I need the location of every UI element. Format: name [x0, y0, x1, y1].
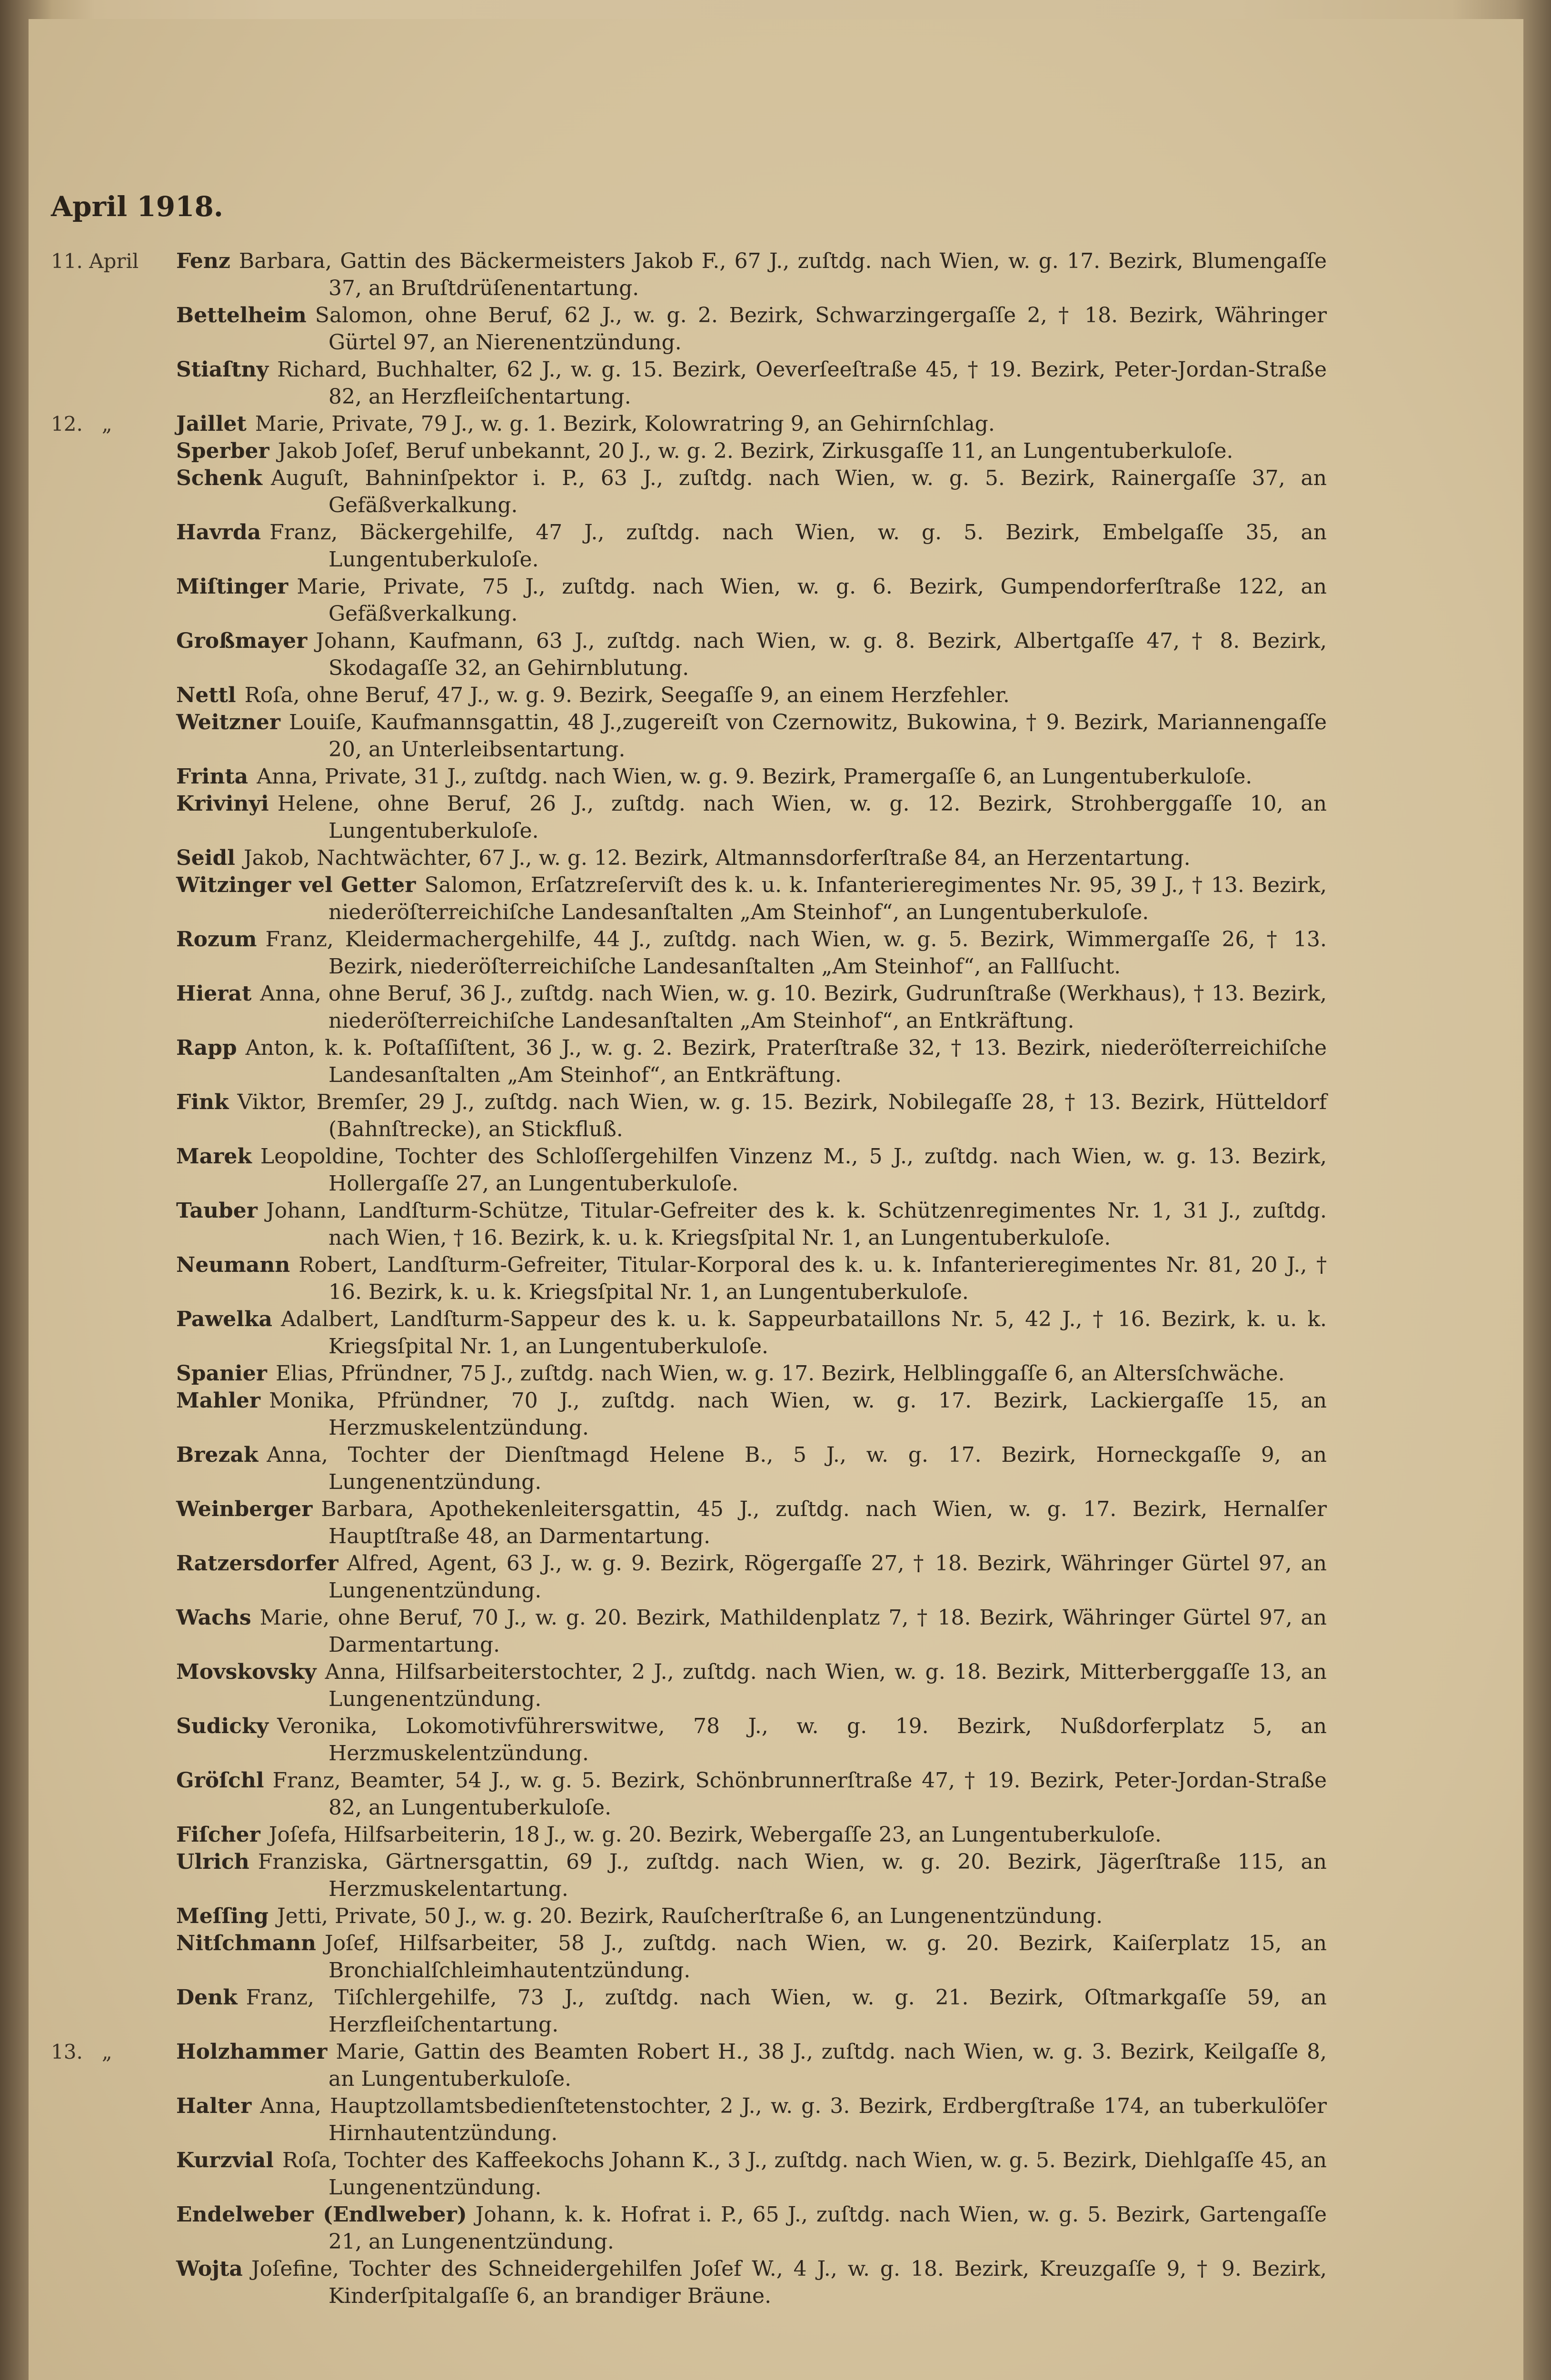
register-entry [51, 1550, 1327, 1604]
entry-surname: Großmayer [176, 629, 308, 653]
register-entry [51, 1387, 1327, 1441]
entry-paragraph [176, 1251, 1327, 1306]
entry-paragraph [176, 573, 1327, 627]
entry-surname: Bettelheim [176, 303, 307, 327]
entry-details: Anton, k. k. Poſtaſſiſtent, 36 J., w. g. 2. Bezirk, Praterſtraße 32, † 13. Bezirk, niederöſterreichiſche Landesanſtalten „Am Steinhof“, an Entkräftung. [245, 1036, 1327, 1087]
entry-surname: Neumann [176, 1253, 290, 1277]
entry-surname: Krivinyi [176, 792, 269, 816]
entry-paragraph [176, 410, 1327, 437]
register-entry [51, 709, 1327, 763]
entry-surname: Pawelka [176, 1307, 272, 1331]
entry-paragraph [176, 302, 1327, 356]
entry-surname: Fenz [176, 249, 230, 273]
entry-surname: Rozum [176, 927, 257, 952]
register-entry [51, 844, 1327, 872]
entry-surname: Ulrich [176, 1850, 249, 1874]
entry-details: Elias, Pfründner, 75 J., zuſtdg. nach Wien, w. g. 17. Bezirk, Helblinggaſſe 6, an Altersſchwäche. [275, 1361, 1285, 1386]
entry-surname: Ratzersdorfer [176, 1551, 338, 1576]
entry-surname: Meſſing [176, 1904, 269, 1928]
entry-surname: Sudicky [176, 1714, 269, 1738]
entry-paragraph [176, 844, 1327, 872]
entry-paragraph [176, 1496, 1327, 1550]
entry-surname: Kurzvial [176, 2148, 274, 2172]
entry-paragraph [176, 1903, 1327, 1930]
entry-paragraph [176, 872, 1327, 926]
entry-details: Joſef, Hilfsarbeiter, 58 J., zuſtdg. nach Wien, w. g. 20. Bezirk, Kaiſerplatz 15, an Bronchialſchleimhautentzündung. [325, 1931, 1327, 1983]
entry-surname: Hierat [176, 982, 252, 1006]
entry-details: Franz, Beamter, 54 J., w. g. 5. Bezirk, Schönbrunnerſtraße 47, † 19. Bezirk, Peter-Jordan-Straße 82, an Lungentuberkuloſe. [272, 1768, 1327, 1820]
register-entry [51, 356, 1327, 410]
entry-surname: Witzinger vel Getter [176, 873, 416, 897]
register-entry [51, 1360, 1327, 1387]
entry-surname: Havrda [176, 520, 261, 545]
entry-surname: Gröſchl [176, 1768, 264, 1793]
entry-paragraph [176, 1604, 1327, 1658]
entry-paragraph [176, 1930, 1327, 1984]
register-entry [51, 790, 1327, 844]
entry-surname: Sperber [176, 439, 269, 463]
register-entry [51, 2255, 1327, 2310]
register-entry [51, 1848, 1327, 1903]
entry-details: Jakob, Nachtwächter, 67 J., w. g. 12. Bezirk, Altmannsdorferſtraße 84, an Herzentartung. [243, 846, 1191, 870]
entry-details: Anna, Hauptzollamtsbedienſtetenstochter, 2 J., w. g. 3. Bezirk, Erdbergſtraße 174, an tuberkulöſer Hirnhautentzündung. [260, 2094, 1327, 2145]
entry-paragraph [176, 356, 1327, 410]
register-entry [51, 980, 1327, 1034]
entry-paragraph [176, 1089, 1327, 1143]
entry-details: Alfred, Agent, 63 J., w. g. 9. Bezirk, Rögergaſſe 27, † 18. Bezirk, Währinger Gürtel 97, an Lungenentzündung. [328, 1551, 1327, 1603]
entry-details: Roſa, Tochter des Kaffeekochs Johann K., 3 J., zuſtdg. nach Wien, w. g. 5. Bezirk, Diehlgaſſe 45, an Lungenentzündung. [282, 2148, 1327, 2200]
entry-paragraph [176, 519, 1327, 573]
entry-details: Johann, Kaufmann, 63 J., zuſtdg. nach Wien, w. g. 8. Bezirk, Albertgaſſe 47, † 8. Bezirk, Skodagaſſe 32, an Gehirnblutung. [316, 629, 1327, 680]
register-entry [51, 410, 1327, 437]
register-entry [51, 1713, 1327, 1767]
register-entry [51, 872, 1327, 926]
entry-surname: Fink [176, 1090, 229, 1114]
entry-details: Veronika, Lokomotivführerswitwe, 78 J., w. g. 19. Bezirk, Nußdorferplatz 5, an Herzmuskelentzündung. [277, 1714, 1327, 1765]
entry-surname: Miſtinger [176, 575, 288, 599]
entry-details: Franz, Bäckergehilfe, 47 J., zuſtdg. nach Wien, w. g. 5. Bezirk, Embelgaſſe 35, an Lungentuberkuloſe. [269, 520, 1327, 572]
entry-paragraph [176, 926, 1327, 980]
entry-paragraph [176, 627, 1327, 682]
entry-details: Louiſe, Kaufmannsgattin, 48 J.,zugereiſt von Czernowitz, Bukowina, † 9. Bezirk, Mariannengaſſe 20, an Unterleibsentartung. [289, 710, 1327, 762]
entry-surname: Mahler [176, 1388, 261, 1413]
register-entry [51, 437, 1327, 465]
register-entry [51, 763, 1327, 790]
entry-details: Helene, ohne Beruf, 26 J., zuſtdg. nach Wien, w. g. 12. Bezirk, Strohberggaſſe 10, an Lungentuberkuloſe. [277, 792, 1327, 843]
entry-date: 11. April [51, 249, 139, 273]
register-entry [51, 2038, 1327, 2092]
register-entry [51, 926, 1327, 980]
register-entry [51, 302, 1327, 356]
entry-paragraph [176, 709, 1327, 763]
register-entry [51, 1197, 1327, 1251]
entry-paragraph [176, 2092, 1327, 2147]
register-entry [51, 2147, 1327, 2201]
entry-details: Anna, Private, 31 J., zuſtdg. nach Wien, w. g. 9. Bezirk, Pramergaſſe 6, an Lungentuberkuloſe. [257, 764, 1253, 789]
register-entry [51, 1441, 1327, 1496]
entry-surname: Wachs [176, 1606, 251, 1630]
entry-details: Viktor, Bremſer, 29 J., zuſtdg. nach Wien, w. g. 15. Bezirk, Nobilegaſſe 28, † 13. Bezirk, Hütteldorf (Bahnſtrecke), an Stickfluß. [237, 1090, 1327, 1141]
entry-paragraph [176, 2255, 1327, 2310]
entry-details: Anna, ohne Beruf, 36 J., zuſtdg. nach Wien, w. g. 10. Bezirk, Gudrunſtraße (Werkhaus), † 13. Bezirk, niederöſterreichiſche Landesanſtalten „Am Steinhof“, an Entkräftung. [260, 982, 1327, 1033]
entry-paragraph [176, 1984, 1327, 2038]
entry-paragraph [176, 1821, 1327, 1848]
register-entry [51, 1930, 1327, 1984]
entry-date: 12. „ [51, 412, 112, 436]
entry-date: 13. „ [51, 2040, 112, 2063]
entry-details: Barbara, Apothekenleitersgattin, 45 J., zuſtdg. nach Wien, w. g. 17. Bezirk, Hernalſer Hauptſtraße 48, an Darmentartung. [321, 1497, 1327, 1548]
entry-paragraph [176, 248, 1327, 302]
entry-paragraph [176, 1767, 1327, 1821]
entry-details: Marie, Private, 79 J., w. g. 1. Bezirk, Kolowratring 9, an Gehirnſchlag. [255, 412, 995, 436]
entry-surname: Spanier [176, 1361, 267, 1386]
register-entry [51, 1251, 1327, 1306]
register-entry [51, 1767, 1327, 1821]
entry-details: Anna, Tochter der Dienſtmagd Helene B., 5 J., w. g. 17. Bezirk, Horneckgaſſe 9, an Lungenentzündung. [267, 1443, 1327, 1494]
entry-details: Leopoldine, Tochter des Schloſſergehilfen Vinzenz M., 5 J., zuſtdg. nach Wien, w. g. 13. Bezirk, Hollergaſſe 27, an Lungentuberkuloſe. [260, 1144, 1327, 1196]
entry-details: Johann, Landſturm-Schütze, Titular-Gefreiter des k. k. Schützenregimentes Nr. 1, 31 J., zuſtdg. nach Wien, † 16. Bezirk, k. u. k. Kriegsſpital Nr. 1, an Lungentuberkuloſe. [266, 1199, 1327, 1250]
entry-paragraph [176, 1550, 1327, 1604]
entry-details: Anna, Hilfsarbeiterstochter, 2 J., zuſtdg. nach Wien, w. g. 18. Bezirk, Mitterberggaſſe 13, an Lungenentzündung. [325, 1660, 1327, 1711]
entry-details: Marie, Gattin des Beamten Robert H., 38 J., zuſtdg. nach Wien, w. g. 3. Bezirk, Keilgaſſe 8, an Lungentuberkuloſe. [328, 2040, 1327, 2091]
entry-details: Franziska, Gärtnersgattin, 69 J., zuſtdg. nach Wien, w. g. 20. Bezirk, Jägerſtraße 115, an Herzmuskelentartung. [258, 1850, 1327, 1901]
entry-details: Robert, Landſturm-Gefreiter, Titular-Korporal des k. u. k. Infanterieregimentes Nr. 81, 20 J., † 16. Bezirk, k. u. k. Kriegsſpital Nr. 1, an Lungentuberkuloſe. [298, 1253, 1327, 1304]
register-entry [51, 1496, 1327, 1550]
register-entry [51, 682, 1327, 709]
entry-surname: Fiſcher [176, 1823, 260, 1847]
entry-surname: Frinta [176, 764, 249, 789]
entry-surname: Wojta [176, 2257, 243, 2281]
entry-paragraph [176, 1034, 1327, 1089]
entry-surname: Weinberger [176, 1497, 313, 1521]
entry-surname: Nettl [176, 683, 236, 707]
entry-details: Roſa, ohne Beruf, 47 J., w. g. 9. Bezirk, Seegaſſe 9, an einem Herzfehler. [244, 683, 1010, 707]
entry-surname: Movskovsky [176, 1660, 317, 1684]
entry-surname: Holzhammer [176, 2040, 328, 2064]
entry-paragraph [176, 1360, 1327, 1387]
entry-surname: Endelweber (Endlweber) [176, 2202, 467, 2227]
entry-surname: Stiaſtny [176, 357, 269, 382]
register-entry [51, 1658, 1327, 1713]
entry-paragraph [176, 980, 1327, 1034]
entry-details: Auguſt, Bahninſpektor i. P., 63 J., zuſtdg. nach Wien, w. g. 5. Bezirk, Rainergaſſe 37, an Gefäßverkalkung. [271, 466, 1327, 517]
entry-paragraph [176, 1306, 1327, 1360]
register-entry [51, 1306, 1327, 1360]
entry-paragraph [176, 1441, 1327, 1496]
register-entry [51, 2092, 1327, 2147]
entry-paragraph [176, 790, 1327, 844]
entry-details: Joſefa, Hilfsarbeiterin, 18 J., w. g. 20. Bezirk, Webergaſſe 23, an Lungentuberkuloſe. [268, 1823, 1162, 1847]
page-header: April 1918. [51, 190, 223, 223]
entry-details: Barbara, Gattin des Bäckermeisters Jakob F., 67 J., zuſtdg. nach Wien, w. g. 17. Bezirk, Blumengaſſe 37, an Bruſtdrüſenentartung. [239, 249, 1327, 300]
entry-details: Marie, Private, 75 J., zuſtdg. nach Wien, w. g. 6. Bezirk, Gumpendorferſtraße 122, an Gefäßverkalkung. [297, 575, 1327, 626]
entry-paragraph [176, 437, 1327, 465]
entry-details: Richard, Buchhalter, 62 J., w. g. 15. Bezirk, Oeverſeeſtraße 45, † 19. Bezirk, Peter-Jordan-Straße 82, an Herzfleiſchentartung. [277, 357, 1327, 409]
entry-surname: Brezak [176, 1443, 258, 1467]
register-entry [51, 2201, 1327, 2255]
entry-paragraph [176, 1197, 1327, 1251]
register-entry [51, 519, 1327, 573]
entry-paragraph [176, 2201, 1327, 2255]
entry-details: Salomon, ohne Beruf, 62 J., w. g. 2. Bezirk, Schwarzingergaſſe 2, † 18. Bezirk, Währinger Gürtel 97, an Nierenentzündung. [315, 303, 1327, 355]
entry-details: Marie, ohne Beruf, 70 J., w. g. 20. Bezirk, Mathildenplatz 7, † 18. Bezirk, Währinger Gürtel 97, an Darmentartung. [259, 1606, 1327, 1657]
entry-paragraph [176, 682, 1327, 709]
entry-details: Jakob Joſef, Beruf unbekannt, 20 J., w. g. 2. Bezirk, Zirkusgaſſe 11, an Lungentuberkuloſe. [278, 439, 1233, 463]
register-entry [51, 1821, 1327, 1848]
entry-paragraph [176, 2038, 1327, 2092]
entry-details: Joſefine, Tochter des Schneidergehilfen Joſef W., 4 J., w. g. 18. Bezirk, Kreuzgaſſe 9, † 9. Bezirk, Kinderſpitalgaſſe 6, an brandiger Bräune. [251, 2257, 1327, 2308]
entry-paragraph [176, 1143, 1327, 1197]
entry-surname: Schenk [176, 466, 263, 490]
entry-details: Johann, k. k. Hofrat i. P., 65 J., zuſtdg. nach Wien, w. g. 5. Bezirk, Gartengaſſe 21, an Lungenentzündung. [328, 2202, 1327, 2254]
entry-surname: Denk [176, 1985, 238, 2010]
entry-details: Adalbert, Landſturm-Sappeur des k. u. k. Sappeurbataillons Nr. 5, 42 J., † 16. Bezirk, k. u. k. Kriegsſpital Nr. 1, an Lungentuberkuloſe. [281, 1307, 1327, 1359]
entry-paragraph [176, 763, 1327, 790]
register-entry [51, 1604, 1327, 1658]
entry-details: Jetti, Private, 50 J., w. g. 20. Bezirk, Rauſcherſtraße 6, an Lungenentzündung. [277, 1904, 1103, 1928]
register-entry [51, 248, 1327, 302]
entry-paragraph [176, 1713, 1327, 1767]
register-entry [51, 465, 1327, 519]
entry-details: Franz, Tiſchlergehilfe, 73 J., zuſtdg. nach Wien, w. g. 21. Bezirk, Oſtmarkgaſſe 59, an Herzfleiſchentartung. [246, 1985, 1327, 2037]
entry-paragraph [176, 465, 1327, 519]
register-entry [51, 1143, 1327, 1197]
entry-surname: Marek [176, 1144, 252, 1169]
entry-surname: Halter [176, 2094, 252, 2118]
register-entry [51, 573, 1327, 627]
entry-surname: Seidl [176, 846, 235, 870]
register-entry [51, 1034, 1327, 1089]
entry-surname: Weitzner [176, 710, 281, 734]
entry-paragraph [176, 1848, 1327, 1903]
register-entry [51, 1984, 1327, 2038]
entry-details: Monika, Pfründner, 70 J., zuſtdg. nach Wien, w. g. 17. Bezirk, Lackiergaſſe 15, an Herzmuskelentzündung. [269, 1388, 1327, 1440]
entry-surname: Jaillet [176, 412, 247, 436]
entry-surname: Nitſchmann [176, 1931, 317, 1955]
entry-paragraph [176, 1658, 1327, 1713]
entry-surname: Rapp [176, 1036, 237, 1060]
entry-paragraph [176, 2147, 1327, 2201]
entry-paragraph [176, 1387, 1327, 1441]
register-entry [51, 1903, 1327, 1930]
entry-details: Salomon, Erſatzreſerviſt des k. u. k. Infanterieregimentes Nr. 95, 39 J., † 13. Bezirk, niederöſterreichiſche Landesanſtalten „Am Steinhof“, an Lungentuberkuloſe. [328, 873, 1327, 924]
entry-surname: Tauber [176, 1199, 258, 1223]
entry-details: Franz, Kleidermachergehilfe, 44 J., zuſtdg. nach Wien, w. g. 5. Bezirk, Wimmergaſſe 26, † 13. Bezirk, niederöſterreichiſche Landesanſtalten „Am Steinhof“, an Fallſucht. [265, 927, 1327, 979]
death-register-list [51, 248, 1327, 2310]
register-entry [51, 627, 1327, 682]
register-entry [51, 1089, 1327, 1143]
